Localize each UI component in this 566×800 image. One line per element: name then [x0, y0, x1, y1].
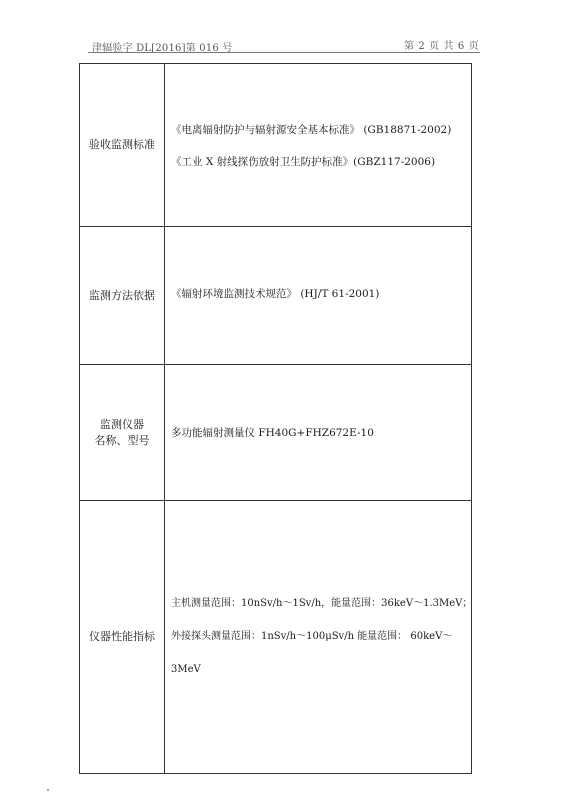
value-cell — [165, 227, 471, 364]
label-cell — [80, 501, 165, 773]
probe-range-continued: 3MeV — [171, 664, 201, 675]
table-row-method-basis — [80, 227, 471, 365]
table-row-acceptance-standard — [80, 64, 471, 227]
document-number: 津辐验字 DL[2016]第 016 号 — [92, 43, 233, 54]
report-table — [79, 63, 472, 774]
probe-range: 外接探头测量范围：1nSv/h～100μSv/h 能量范围： 60keV～ — [171, 631, 453, 642]
label-text: 监测仪器 — [100, 417, 144, 431]
label-text: 仪器性能指标 — [89, 630, 155, 644]
label-cell — [80, 64, 165, 226]
standard-gb18871: 《电离辐射防护与辐射源安全基本标准》 (GB18871-2002) — [171, 123, 452, 136]
label-text: 名称、型号 — [94, 433, 150, 447]
method-standard: 《辐射环境监测技术规范》 (HJ/T 61-2001) — [171, 288, 380, 300]
table-row-instrument — [80, 365, 471, 501]
value-cell — [165, 64, 471, 226]
host-range: 主机测量范围：10nSv/h～1Sv/h，能量范围：36keV～1.3MeV； — [171, 598, 473, 609]
value-cell — [165, 501, 471, 773]
page-number: 第 2 页 共 6 页 — [404, 41, 480, 52]
instrument-model: 多功能辐射测量仪 FH40G+FHZ672E-10 — [171, 427, 374, 439]
label-cell — [80, 365, 165, 500]
label-text: 监测方法依据 — [89, 288, 155, 302]
value-cell — [165, 365, 471, 500]
table-row-performance — [80, 501, 471, 773]
label-text: 验收监测标准 — [89, 138, 155, 152]
standard-gbz117: 《工业 X 射线探伤放射卫生防护标准》(GBZ117-2006) — [171, 155, 436, 168]
scan-speck — [47, 789, 49, 791]
label-cell — [80, 227, 165, 364]
header-divider — [88, 52, 480, 53]
